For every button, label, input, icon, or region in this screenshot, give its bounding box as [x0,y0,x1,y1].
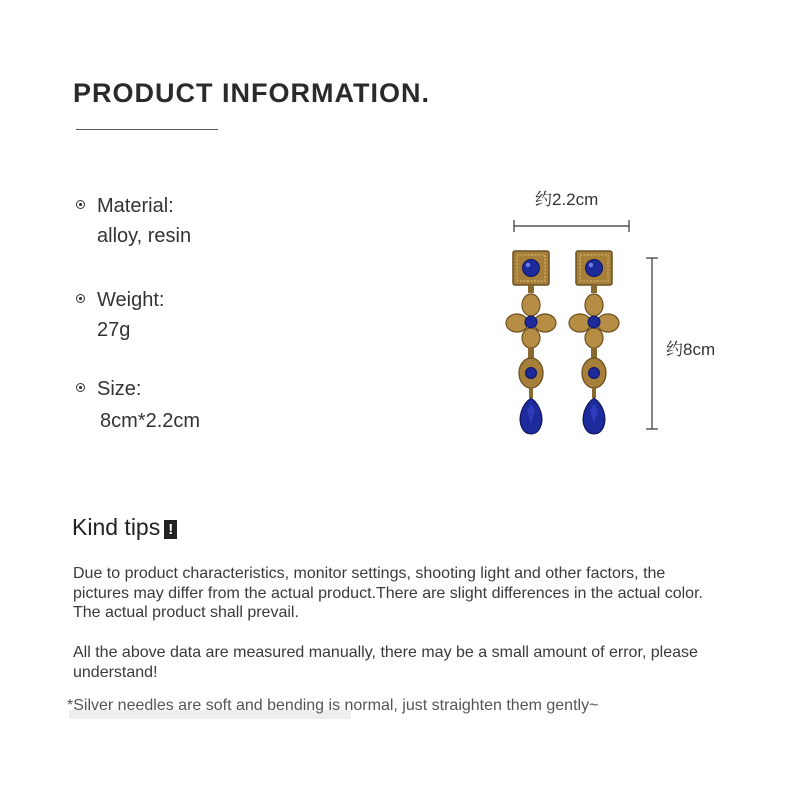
kind-tips-heading [72,514,177,541]
bullet-icon [76,200,85,209]
bullet-icon [76,294,85,303]
width-dimension-line [514,220,629,232]
silver-needle-note: *Silver needles are soft and bending is normal, just straighten them gently~ [67,697,599,714]
bullet-icon [76,383,85,392]
earrings-illustration [490,210,670,450]
spec-label: Weight: [97,289,165,311]
disclaimer-paragraph: Due to product characteristics, monitor settings, shooting light and other factors, the pictures may differ from the actual product.There are slight differences in the actual color. The actual product shall prevail. [73,565,703,621]
page-title: PRODUCT INFORMATION. [73,78,430,108]
exclamation-icon: ! [164,520,177,539]
left-earring [506,251,556,434]
spec-value: 8cm*2.2cm [100,410,201,432]
kind-tips-title: Kind tips [72,514,161,540]
height-dimension-line [646,258,658,429]
spec-label: Material: [97,195,174,217]
width-dimension-label: 约2.2cm [535,190,599,209]
spec-value: 27g [97,319,131,341]
title-divider [76,129,218,130]
measurement-paragraph: All the above data are measured manually, there may be a small amount of error, please understand! [73,644,698,681]
right-earring [569,251,619,434]
height-dimension-label: 约8cm [666,340,716,359]
spec-label: Size: [97,378,142,400]
spec-value: alloy, resin [97,225,192,247]
